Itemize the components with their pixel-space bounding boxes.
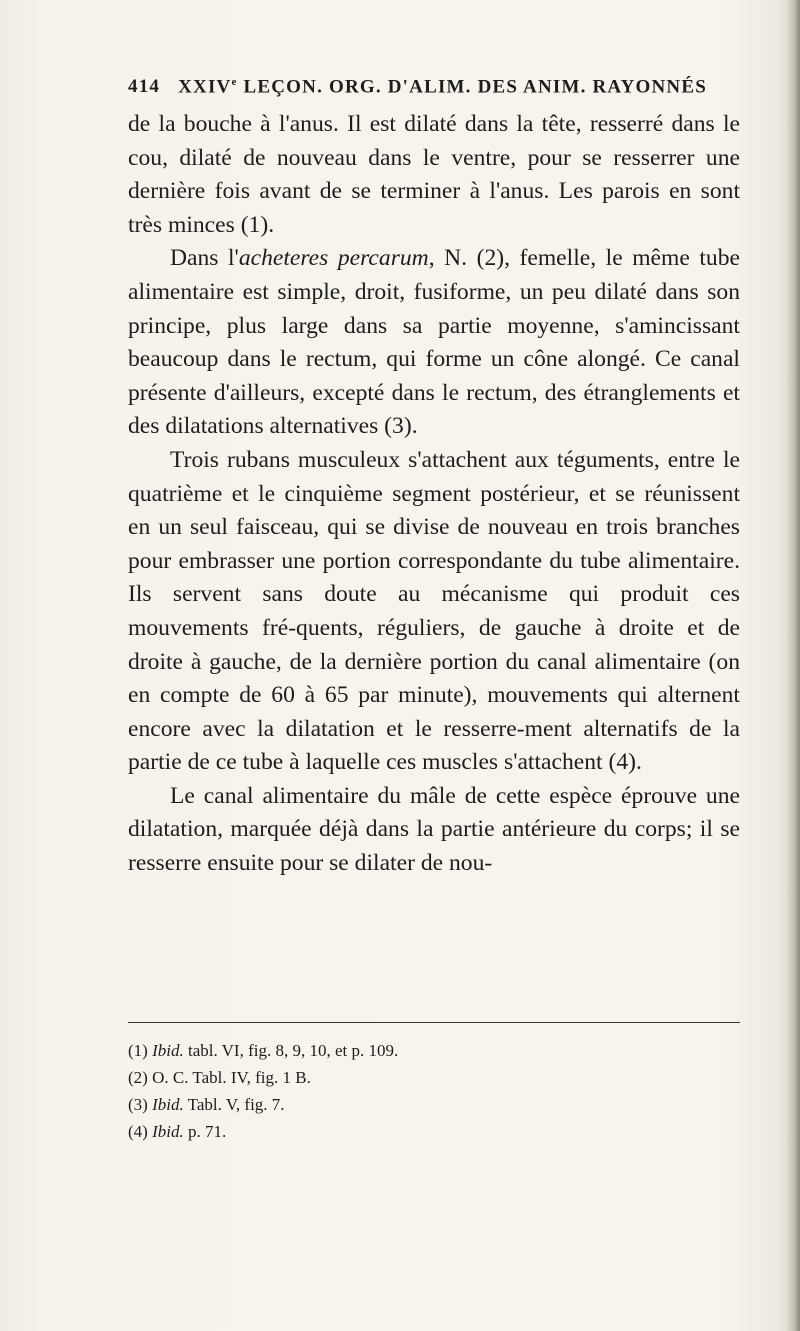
text-run: Dans l' xyxy=(170,245,239,272)
footnotes xyxy=(128,1037,740,1145)
text-run: Trois rubans musculeux s'attachent aux téguments, entre le quatrième et le cinquième segment postérieur, et se réunissent en un seul faisceau, qui se divise de nouveau en trois branches pour embrasser une portion correspondante du tube alimentaire. Ils servent sans doute au mécanisme qui produit ces mouvements fré-quents, réguliers, de gauche à droite et de droite à gauche, de la dernière portion du canal alimentaire (on en compte de 60 à 65 par minute), mouvements qui alternent encore avec la dilatation et le resserre-ment alternatifs de la partie de ce tube à laquelle ces muscles s'attachent (4). xyxy=(128,446,740,776)
page-number: 414 xyxy=(128,76,161,98)
footnote-rule xyxy=(128,1022,740,1023)
footnote-number: (4) xyxy=(128,1122,148,1141)
footnote-number: (1) xyxy=(128,1041,148,1060)
text-run: Le canal alimentaire du mâle de cette espèce éprouve une dilatation, marquée déjà dans la partie antérieure du corps; il se resserre ensuite pour se dilater de nou- xyxy=(128,782,740,877)
header-title-post: LEÇON. ORG. D'ALIM. DES ANIM. RAYONNÉS xyxy=(237,76,707,98)
text-run: , N. (2), femelle, le même tube alimentaire est simple, droit, fusiforme, un peu dilaté dans son principe, plus large dans sa partie moyenne, s'amincissant beaucoup dans le rectum, qui forme un cône alongé. Ce canal présente d'ailleurs, excepté dans le rectum, des étranglements et des dilatations alternatives (3). xyxy=(128,245,740,440)
footnote-text: tabl. VI, fig. 8, 9, 10, et p. 109. xyxy=(183,1041,399,1060)
paragraph xyxy=(128,780,740,881)
footnote xyxy=(128,1037,740,1064)
footnote-ref: Ibid. xyxy=(152,1095,184,1114)
italic-term: acheteres percarum xyxy=(238,245,429,272)
text-run: de la bouche à l'anus. Il est dilaté dans la tête, resserré dans le cou, dilaté de nouveau dans le ventre, pour se resserrer une dernière fois avant de se terminer à l'anus. Les parois en sont très minces (1). xyxy=(128,111,740,238)
header-title-sup: e xyxy=(231,76,238,88)
footnote-text: Tabl. V, fig. 7. xyxy=(183,1095,285,1114)
footnote xyxy=(128,1118,740,1145)
paragraph xyxy=(128,108,740,242)
footnote-text: p. 71. xyxy=(183,1122,227,1141)
footnote-number: (3) xyxy=(128,1095,148,1114)
paragraph xyxy=(128,242,740,444)
footnote-number: (2) xyxy=(128,1068,148,1087)
running-header xyxy=(128,76,748,98)
footnote xyxy=(128,1064,740,1091)
header-title-pre: XXIV xyxy=(178,76,232,98)
footnote-ref: Ibid. xyxy=(152,1122,184,1141)
page-edge-shadow xyxy=(786,0,800,1331)
body-text xyxy=(128,108,740,881)
paragraph xyxy=(128,444,740,780)
footnote-text: O. C. Tabl. IV, fig. 1 B. xyxy=(152,1068,311,1087)
footnote-ref: Ibid. xyxy=(152,1041,184,1060)
footnote xyxy=(128,1091,740,1118)
